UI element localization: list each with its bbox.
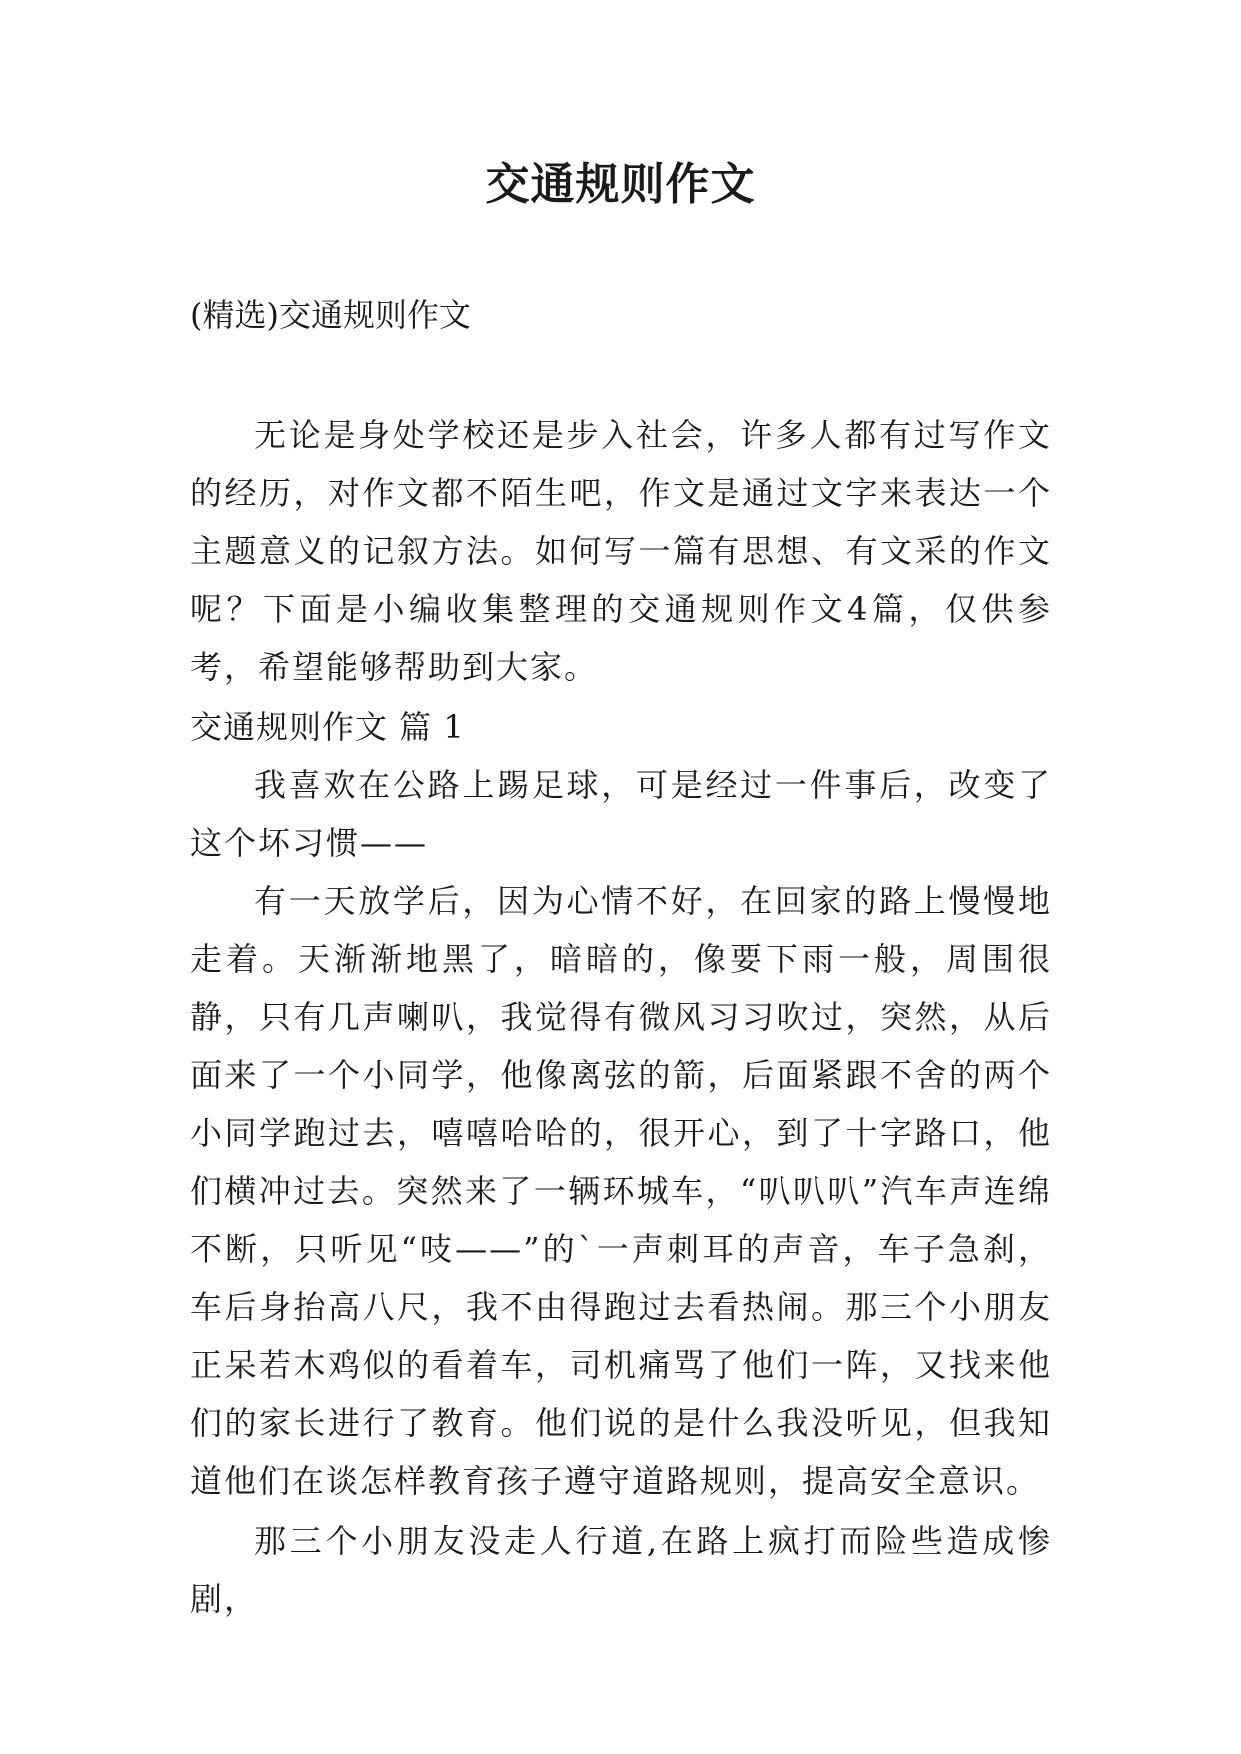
document-subtitle: (精选)交通规则作文: [190, 296, 471, 334]
intro-paragraph: 无论是身处学校还是步入社会，许多人都有过写作文的经历，对作文都不陌生吧，作文是通过文字来表达一个主题意义的记叙方法。如何写一篇有思想、有文采的作文呢？下面是小编收集整理的交通规则作文4篇，仅供参考，希望能够帮助到大家。: [190, 416, 1052, 686]
essay-paragraph-1: 我喜欢在公路上踢足球，可是经过一件事后，改变了这个坏习惯——: [190, 766, 1052, 862]
document-title: 交通规则作文: [485, 159, 756, 210]
essay-paragraph-3: 那三个小朋友没走人行道,在路上疯打而险些造成惨剧，: [190, 1522, 1052, 1618]
essay-paragraph-2: 有一天放学后，因为心情不好，在回家的路上慢慢地走着。天渐渐地黑了，暗暗的，像要下雨一般，周围很静，只有几声喇叭，我觉得有微风习习吹过，突然，从后面来了一个小同学，他像离弦的箭，后面紧跟不舍的两个小同学跑过去，嘻嘻哈哈的，很开心，到了十字路口，他们横冲过去。突然来了一辆环城车，“叭叭叭”汽车声连绵不断，只听见“吱——”的`一声刺耳的声音，车子急刹，车后身抬高八尺，我不由得跑过去看热闹。那三个小朋友正呆若木鸡似的看着车，司机痛骂了他们一阵，又找来他们的家长进行了教育。他们说的是什么我没听见，但我知道他们在谈怎样教育孩子遵守道路规则，提高安全意识。: [190, 882, 1052, 1500]
essay-1-heading: 交通规则作文 篇 1: [190, 708, 465, 746]
